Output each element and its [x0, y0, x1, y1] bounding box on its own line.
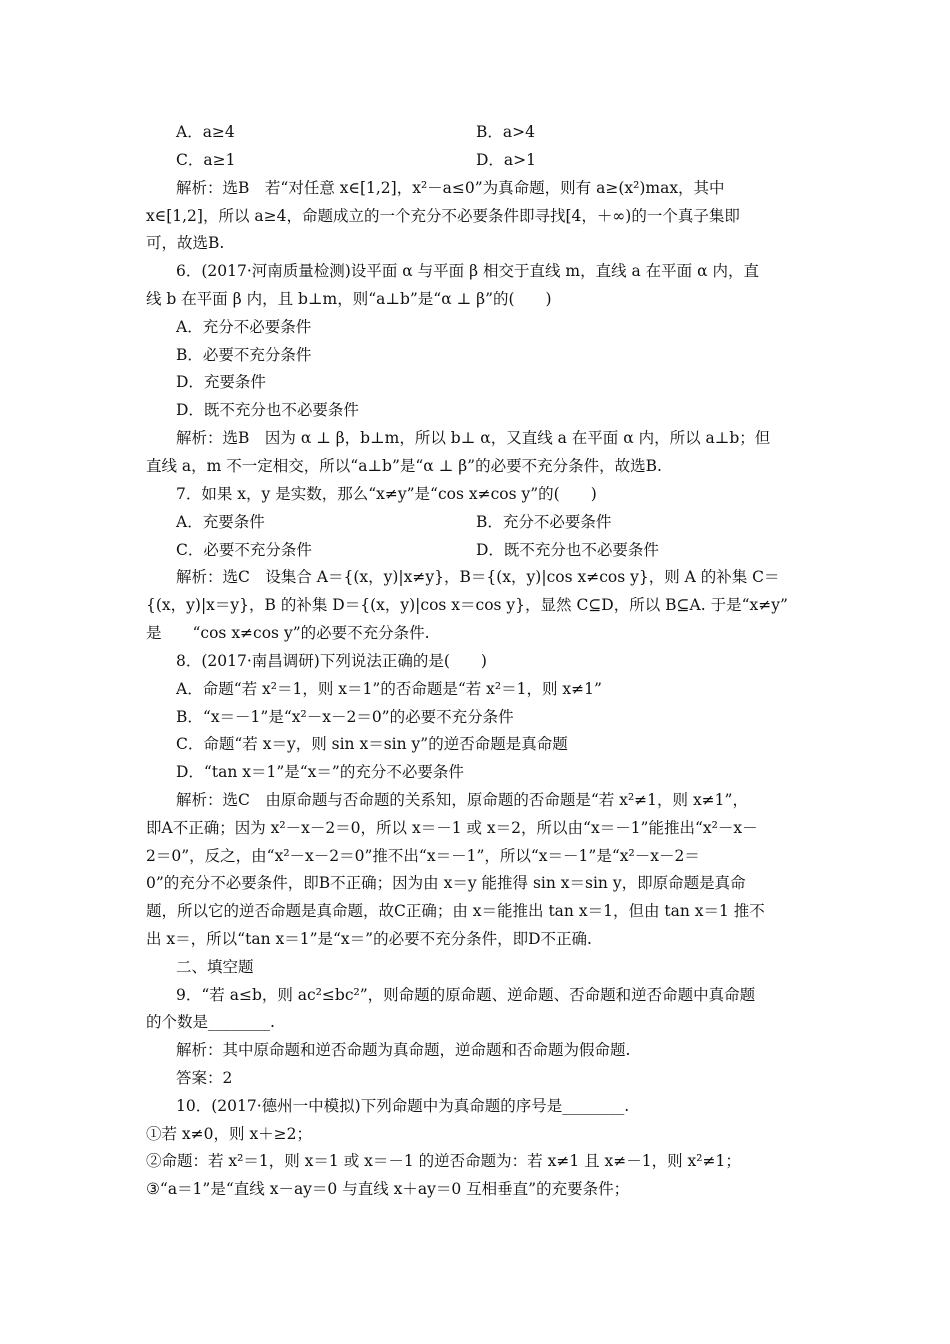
section-title-fill-in: 二、填空题 [176, 958, 254, 976]
q8-option-c: C．命题“若 x＝y，则 sin x＝sin y”的逆否命题是真命题 [176, 735, 568, 753]
q7-analysis-line-2: {(x，y)|x＝y}，B 的补集 D＝{(x，y)|cos x＝cos y}，显然 C⊆D，所以 B⊆A. 于是“x≠y” [146, 596, 788, 614]
q5-analysis-line-2: x∈[1,2]，所以 a≥4，命题成立的一个充分不必要条件即寻找[4，＋∞)的一个真子集即 [146, 207, 740, 225]
q5-option-c: C．a≥1 [176, 151, 236, 169]
q6-option-b: B．必要不充分条件 [176, 346, 312, 364]
q6-analysis-line-2: 直线 a，m 不一定相交，所以“a⊥b”是“α ⊥ β”的必要不充分条件，故选B. [146, 457, 662, 475]
q9-analysis: 解析：其中原命题和逆否命题为真命题，逆命题和否命题为假命题. [176, 1041, 631, 1059]
q10-item-2: ②命题：若 x²＝1，则 x＝1 或 x＝－1 的逆否命题为：若 x≠1 且 x≠－1，则 x²≠1； [146, 1152, 741, 1170]
q5-analysis-line-1: 解析：选B 若“对任意 x∈[1,2]，x²－a≤0”为真命题，则有 a≥(x²)max，其中 [176, 179, 725, 197]
q5-option-b: B．a>4 [476, 123, 535, 141]
q8-analysis-line-3: 2＝0”，反之，由“x²－x－2＝0”推不出“x＝－1”，所以“x＝－1”是“x²－x－2＝ [146, 847, 700, 865]
q6-option-d: D．既不充分也不必要条件 [176, 401, 359, 419]
q6-stem-line-2: 线 b 在平面 β 内，且 b⊥m，则“a⊥b”是“α ⊥ β”的( ) [146, 290, 552, 308]
q9-stem-line-2: 的个数是________. [146, 1013, 275, 1031]
q8-analysis-line-1: 解析：选C 由原命题与否命题的关系知，原命题的否命题是“若 x²≠1，则 x≠1”， [176, 791, 748, 809]
q6-stem-line-1: 6．(2017·河南质量检测)设平面 α 与平面 β 相交于直线 m，直线 a 在平面 α 内，直 [176, 262, 760, 280]
q7-analysis-line-1: 解析：选C 设集合 A＝{(x，y)|x≠y}，B＝{(x，y)|cos x≠cos y}，则 A 的补集 C＝ [176, 568, 780, 586]
q8-analysis-line-6: 出 x＝，所以“tan x＝1”是“x＝”的必要不充分条件，即D不正确. [146, 930, 592, 948]
q6-option-c: D．充要条件 [176, 373, 266, 391]
q8-option-b: B．“x＝－1”是“x²－x－2＝0”的必要不充分条件 [176, 708, 514, 726]
q10-stem: 10．(2017·德州一中模拟)下列命题中为真命题的序号是________. [176, 1097, 630, 1115]
q7-option-a: A．充要条件 [176, 513, 265, 531]
q7-analysis-line-3: 是 “cos x≠cos y”的必要不充分条件. [146, 624, 430, 642]
q9-answer: 答案：2 [176, 1069, 233, 1087]
q10-item-3: ③“a＝1”是“直线 x－ay＝0 与直线 x＋ay＝0 互相垂直”的充要条件； [146, 1180, 630, 1198]
q8-analysis-line-2: 即A不正确；因为 x²－x－2＝0，所以 x＝－1 或 x＝2，所以由“x＝－1”能推出“x²－x－ [146, 819, 758, 837]
q5-analysis-line-3: 可，故选B. [146, 234, 225, 252]
q8-option-a: A．命题“若 x²＝1，则 x＝1”的否命题是“若 x²＝1，则 x≠1” [176, 680, 602, 698]
q7-option-d: D．既不充分也不必要条件 [476, 541, 659, 559]
q8-stem: 8．(2017·南昌调研)下列说法正确的是( ) [176, 652, 487, 670]
q7-option-b: B．充分不必要条件 [476, 513, 612, 531]
q5-option-d: D．a>1 [476, 151, 537, 169]
q9-stem-line-1: 9．“若 a≤b，则 ac²≤bc²”，则命题的原命题、逆命题、否命题和逆否命题中真命题 [176, 986, 756, 1004]
q6-analysis-line-1: 解析：选B 因为 α ⊥ β，b⊥m，所以 b⊥ α，又直线 a 在平面 α 内，所以 a⊥b；但 [176, 429, 771, 447]
q10-item-1: ①若 x≠0，则 x＋≥2； [146, 1125, 313, 1143]
q6-option-a: A．充分不必要条件 [176, 318, 312, 336]
q5-option-a: A．a≥4 [176, 123, 235, 141]
q8-analysis-line-5: 题，所以它的逆否命题是真命题，故C正确；由 x＝能推出 tan x＝1，但由 tan x＝1 推不 [146, 902, 765, 920]
q8-analysis-line-4: 0”的充分不必要条件，即B不正确；因为由 x＝y 能推得 sin x＝sin y，即原命题是真命 [146, 874, 746, 892]
q8-option-d: D．“tan x＝1”是“x＝”的充分不必要条件 [176, 763, 464, 781]
q7-option-c: C．必要不充分条件 [176, 541, 312, 559]
q7-stem: 7．如果 x，y 是实数，那么“x≠y”是“cos x≠cos y”的( ) [176, 485, 597, 503]
